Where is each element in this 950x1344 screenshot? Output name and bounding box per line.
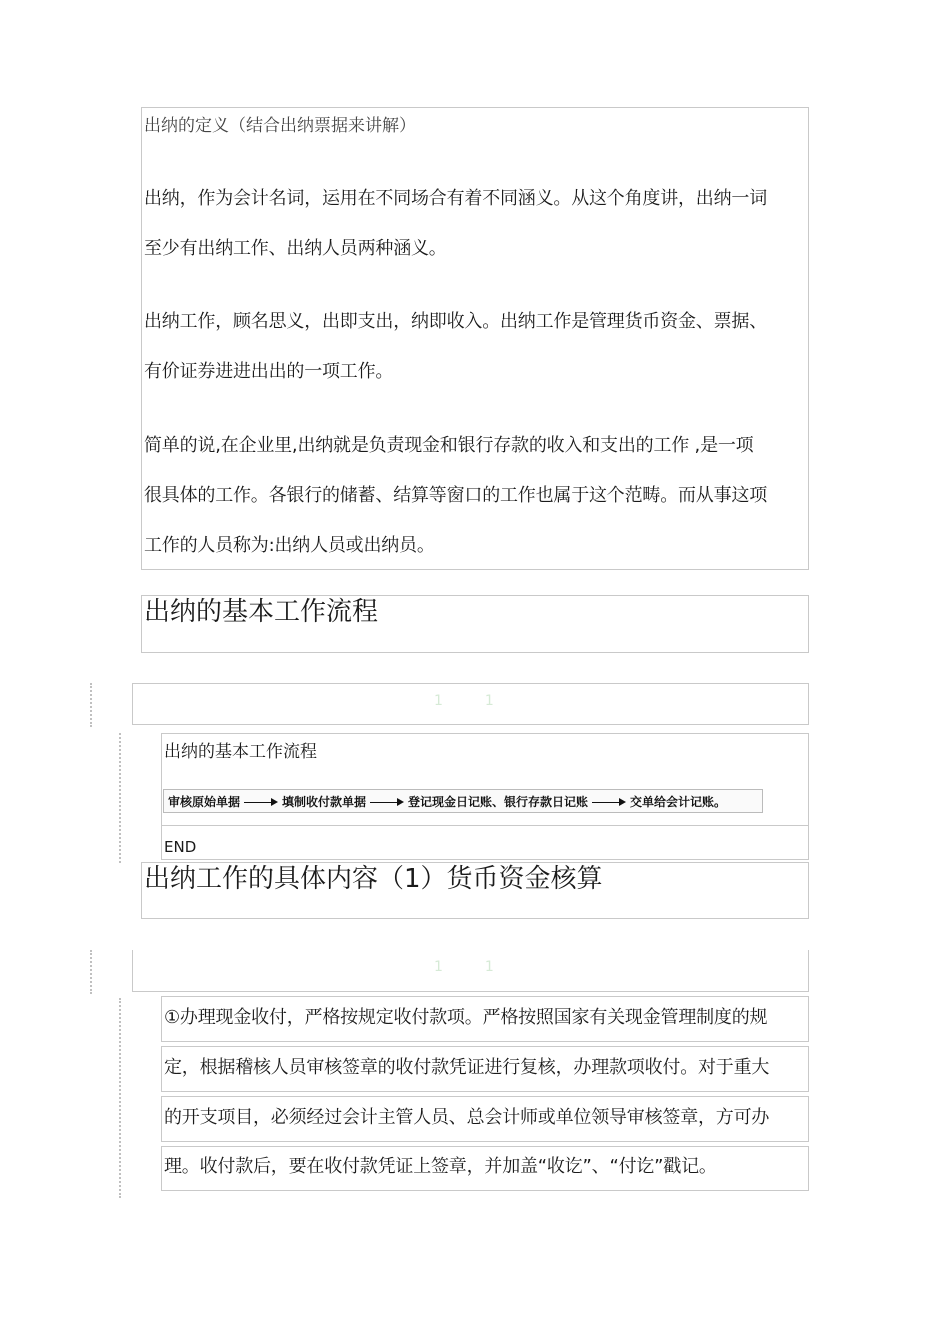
flow-step-4: 交单给会计记账。 (630, 794, 727, 809)
margin-ruler (119, 733, 123, 863)
definition-p2-line1: 出纳工作，顾名思义，出即支出，纳即收入。出纳工作是管理货币资金、票据、 (144, 311, 767, 332)
definition-p3-line1: 简单的说,在企业里,出纳就是负责现金和银行存款的收入和支出的工作 ,是一项 (144, 435, 754, 456)
flow-step-2: 填制收付款单据 (282, 794, 367, 809)
content-line-1: ①办理现金收付，严格按规定收付款项。严格按照国家有关现金管理制度的规 (164, 1007, 768, 1028)
workflow-end-label: END (164, 838, 197, 856)
content-line-2: 定，根据稽核人员审核签章的收付款凭证进行复核，办理款项收付。对于重大 (164, 1057, 770, 1078)
content-heading: 出纳工作的具体内容（1）货币资金核算 (144, 864, 603, 894)
definition-p3-line2: 很具体的工作。各银行的储蓄、结算等窗口的工作也属于这个范畴。而从事这项 (144, 485, 767, 506)
content-page-marks: 1 1 (434, 959, 494, 975)
workflow-heading: 出纳的基本工作流程 (144, 597, 379, 627)
arrow-right-icon (370, 796, 404, 806)
definition-p3-line3: 工作的人员称为:出纳人员或出纳员。 (144, 535, 435, 556)
content-line-3: 的开支项目，必须经过会计主管人员、总会计师或单位领导审核签章，方可办 (164, 1107, 770, 1128)
flow-step-3: 登记现金日记账、银行存款日记账 (408, 794, 589, 809)
margin-ruler (90, 683, 94, 727)
margin-ruler (90, 950, 94, 994)
arrow-right-icon (244, 796, 278, 806)
definition-p2-line2: 有价证券进进出出的一项工作。 (144, 361, 394, 382)
workflow-diagram (163, 789, 763, 813)
content-line-4: 理。收付款后，要在收付款凭证上签章，并加盖“收讫”、“付讫”戳记。 (164, 1156, 717, 1177)
definition-title: 出纳的定义（结合出纳票据来讲解） (144, 116, 416, 136)
definition-p1-line1: 出纳，作为会计名词，运用在不同场合有着不同涵义。从这个角度讲，出纳一词 (144, 188, 767, 209)
flow-step-1: 审核原始单据 (168, 794, 241, 809)
arrow-right-icon (592, 796, 626, 806)
workflow-page-marks: 1 1 (434, 693, 494, 709)
workflow-subtitle: 出纳的基本工作流程 (164, 742, 317, 762)
workflow-end-box (161, 826, 809, 860)
margin-ruler (119, 998, 123, 1198)
definition-p1-line2: 至少有出纳工作、出纳人员两种涵义。 (144, 238, 447, 259)
